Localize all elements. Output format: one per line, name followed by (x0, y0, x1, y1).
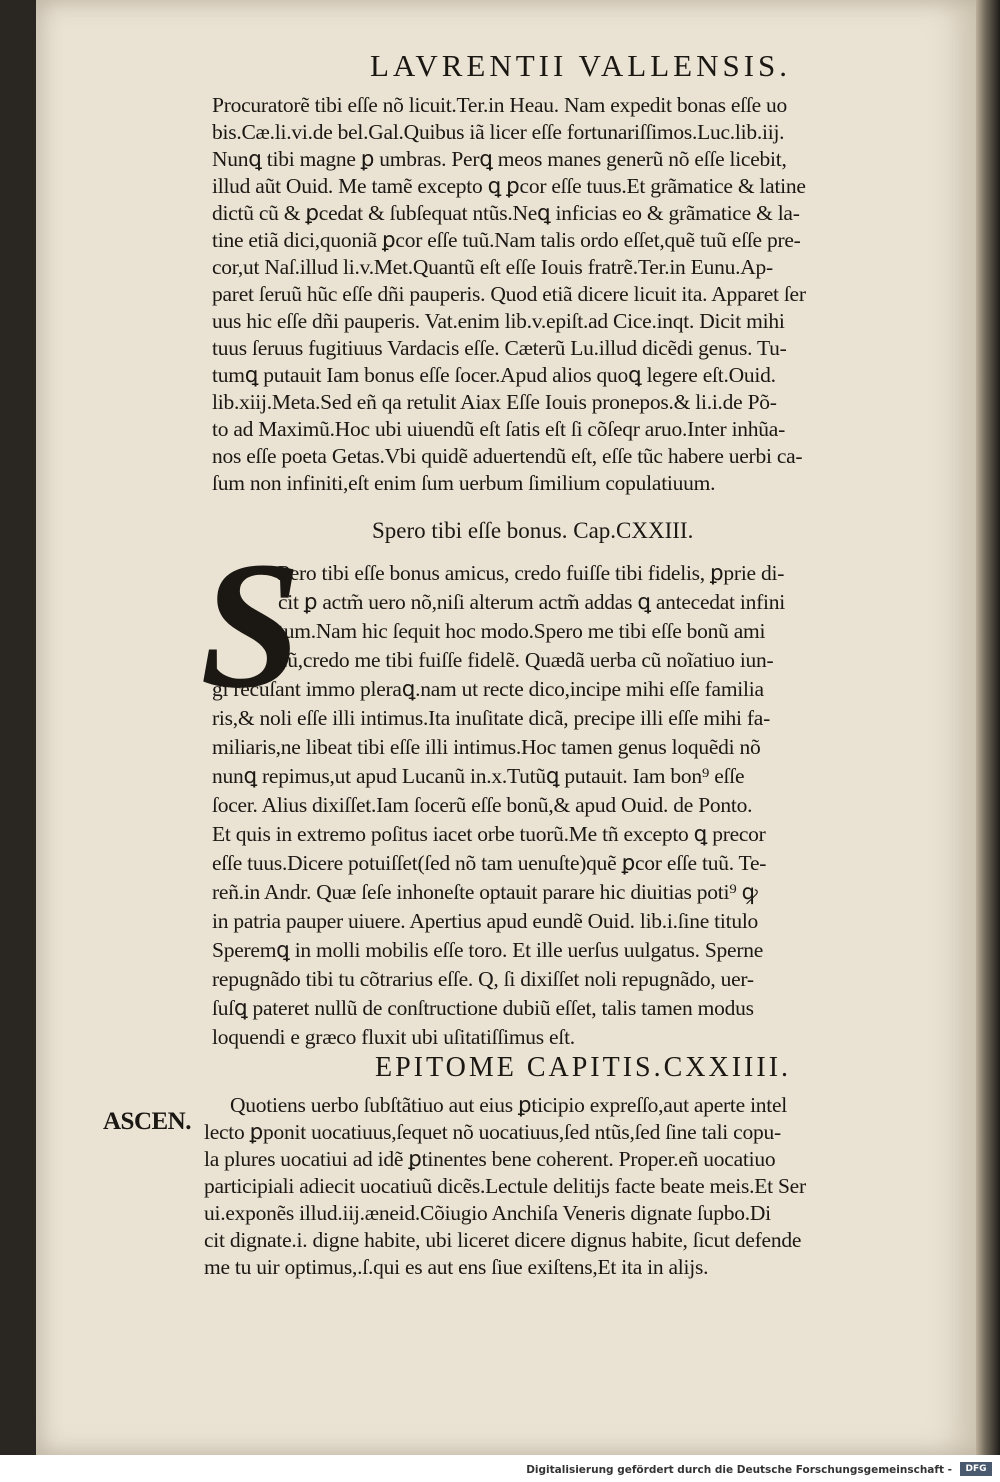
text-line: ſuſꝗ pateret nullũ de conſtructione dubiũ eſſet, talis tamen modus (212, 996, 754, 1020)
text-line: ris,& noli eſſe illi intimus.Ita inuſitate dicã, precipe illi eſſe mihi fa- (212, 706, 771, 730)
text-line: cor,ut Naſ.illud li.v.Met.Quantũ eſt eſſe Iouis fratrẽ.Ter.in Eunu.Ap- (212, 255, 773, 279)
section-heading: Spero tibi eſſe bonus. Cap.CXXIII. (372, 518, 694, 543)
text-line: in patria pauper uiuere. Apertius apud eundẽ Ouid. lib.i.ſine titulo (212, 909, 759, 933)
text-line: bis.Cæ.li.vi.de bel.Gal.Quibus iã licer eſſe fortunariſſimos.Luc.lib.iij. (212, 120, 785, 144)
text-line: lib.xiij.Meta.Sed eñ qa retulit Aiax Eſſe Iouis pronepos.& li.i.de Põ- (212, 390, 777, 414)
chapter-heading: EPITOME CAPITIS.CXXIIII. (375, 1052, 792, 1083)
text-line: la plures uocatiui ad idẽ ꝑtinentes bene coherent. Proper.eñ uocatiuo (204, 1147, 776, 1171)
text-line: Et quis in extremo poſitus iacet orbe tuorũ.Me tñ excepto ꝗ precor (212, 822, 766, 846)
text-line: uus hic eſſe dñi pauperis. Vat.enim lib.v.epiſt.ad Cice.inqt. Dicit mihi (212, 309, 785, 333)
margin-note: ASCEN. (103, 1108, 191, 1135)
text-line: Procuratorẽ tibi eſſe nõ licuit.Ter.in Heau. Nam expedit bonas eſſe uo (212, 93, 788, 117)
text-line: Nunꝗ tibi magne ꝑ umbras. Perꝗ meos manes generũ nõ eſſe licebit, (212, 147, 787, 171)
text-line: nunꝗ repimus,ut apud Lucanũ in.x.Tutũꝗ putauit. Iam bon⁹ eſſe (212, 764, 745, 788)
text-line: dictũ cũ & ꝑcedat & ſubſequat ntũs.Neꝗ inficias eo & grãmatice & la- (212, 201, 800, 225)
text-line: reñ.in Andr. Quæ ſeſe inhoneſte optauit parare hic diuitias poti⁹ ꝙ (212, 880, 758, 904)
text-line: Speremꝗ in molli mobilis eſſe toro. Et ille uerſus uulgatus. Sperne (212, 938, 764, 962)
text-line: illud aũt Ouid. Me tamẽ excepto ꝗ ꝑcor eſſe tuus.Et grãmatice & latine (212, 174, 806, 198)
text-line: ſum non infiniti,eſt enim ſum uerbum ſimilium copulatiuum. (212, 471, 716, 495)
text-line: cit ꝑ actm̃ uero nõ,niſi alterum actm̃ addas ꝗ antecedat infini (278, 590, 785, 614)
text-line: lecto ꝑponit uocatiuus,ſequet nõ uocatiuus,ſed ntũs,ſed ſine tali copu- (204, 1120, 781, 1144)
text-line: nos eſſe poeta Getas.Vbi quidẽ aduertendũ eſt, eſſe tũc habere uerbi ca- (212, 444, 803, 468)
text-line: Pero tibi eſſe bonus amicus, credo fuiſſe tibi fidelis, ꝑprie di- (278, 561, 785, 585)
text-line: tum.Nam hic ſequit hoc modo.Spero me tibi eſſe bonũ ami (278, 619, 766, 643)
text-line: tuus ſeruus fugitiuus Vardacis eſſe. Cæterũ Lu.illud dicẽdi genus. Tu- (212, 336, 787, 360)
text-line: loquendi e græco fluxit ubi uſitatiſſimus eſt. (212, 1025, 575, 1049)
footer-credit: Digitalisierung gefördert durch die Deutsche Forschungsgemeinschaft - (526, 1464, 952, 1476)
book-right-edge (976, 0, 1000, 1455)
running-head: LAVRENTII VALLENSIS. (370, 48, 792, 83)
text-line: Quotiens uerbo ſubſtãtiuo aut eius ꝑticipio expreſſo,aut aperte intel (230, 1093, 788, 1117)
book-left-edge (0, 0, 36, 1455)
text-line: eſſe tuus.Dicere potuiſſet(ſed nõ tam uenuſte)quẽ ꝑcor eſſe tuũ. Te- (212, 851, 767, 875)
text-line: cũ,credo me tibi fuiſſe fidelẽ. Quædã uerba cũ noĩatiuo iun- (278, 648, 774, 672)
text-line: ſocer. Alius dixiſſet.Iam ſocerũ eſſe bonũ,& apud Ouid. de Ponto. (212, 793, 753, 817)
text-line: tumꝗ putauit Iam bonus eſſe ſocer.Apud alios quoꝗ legere eſt.Ouid. (212, 363, 776, 387)
text-line: gi recuſant immo pleraꝗ.nam ut recte dico,incipe mihi eſſe familia (212, 677, 764, 701)
text-line: repugnãdo tibi tu cõtrarius eſſe. Q, ſi dixiſſet noli repugnãdo, uer- (212, 967, 754, 991)
text-line: ui.exponẽs illud.iij.æneid.Cõiugio Anchiſa Veneris dignate ſupbo.Di (204, 1201, 771, 1225)
text-line: me tu uir optimus,.ſ.qui es aut ens ſiue exiſtens,Et ita in alijs. (204, 1255, 709, 1279)
dfg-logo: DFG (960, 1462, 992, 1476)
text-line: tine etiã dici,quoniã ꝑcor eſſe tuũ.Nam talis ordo eſſet,quẽ tuũ eſſe pre- (212, 228, 801, 252)
text-line: to ad Maximũ.Hoc ubi uiuendũ eſt ſatis eſt ſi cõſeqr aruo.Inter inhũa- (212, 417, 785, 441)
text-line: miliaris,ne libeat tibi eſſe illi intimus.Hoc tamen genus loquẽdi nõ (212, 735, 761, 759)
drop-cap-initial: S (200, 525, 302, 726)
text-line: cit dignate.i. digne habite, ubi liceret dicere dignus habite, ſicut defende (204, 1228, 802, 1252)
text-line: paret ſeruũ hũc eſſe dñi pauperis. Quod etiã dicere licuit ita. Apparet ſer (212, 282, 806, 306)
text-line: participiali adiecit uocatiuũ dicẽs.Lectule delitijs facte beate meis.Et Ser (204, 1174, 806, 1198)
